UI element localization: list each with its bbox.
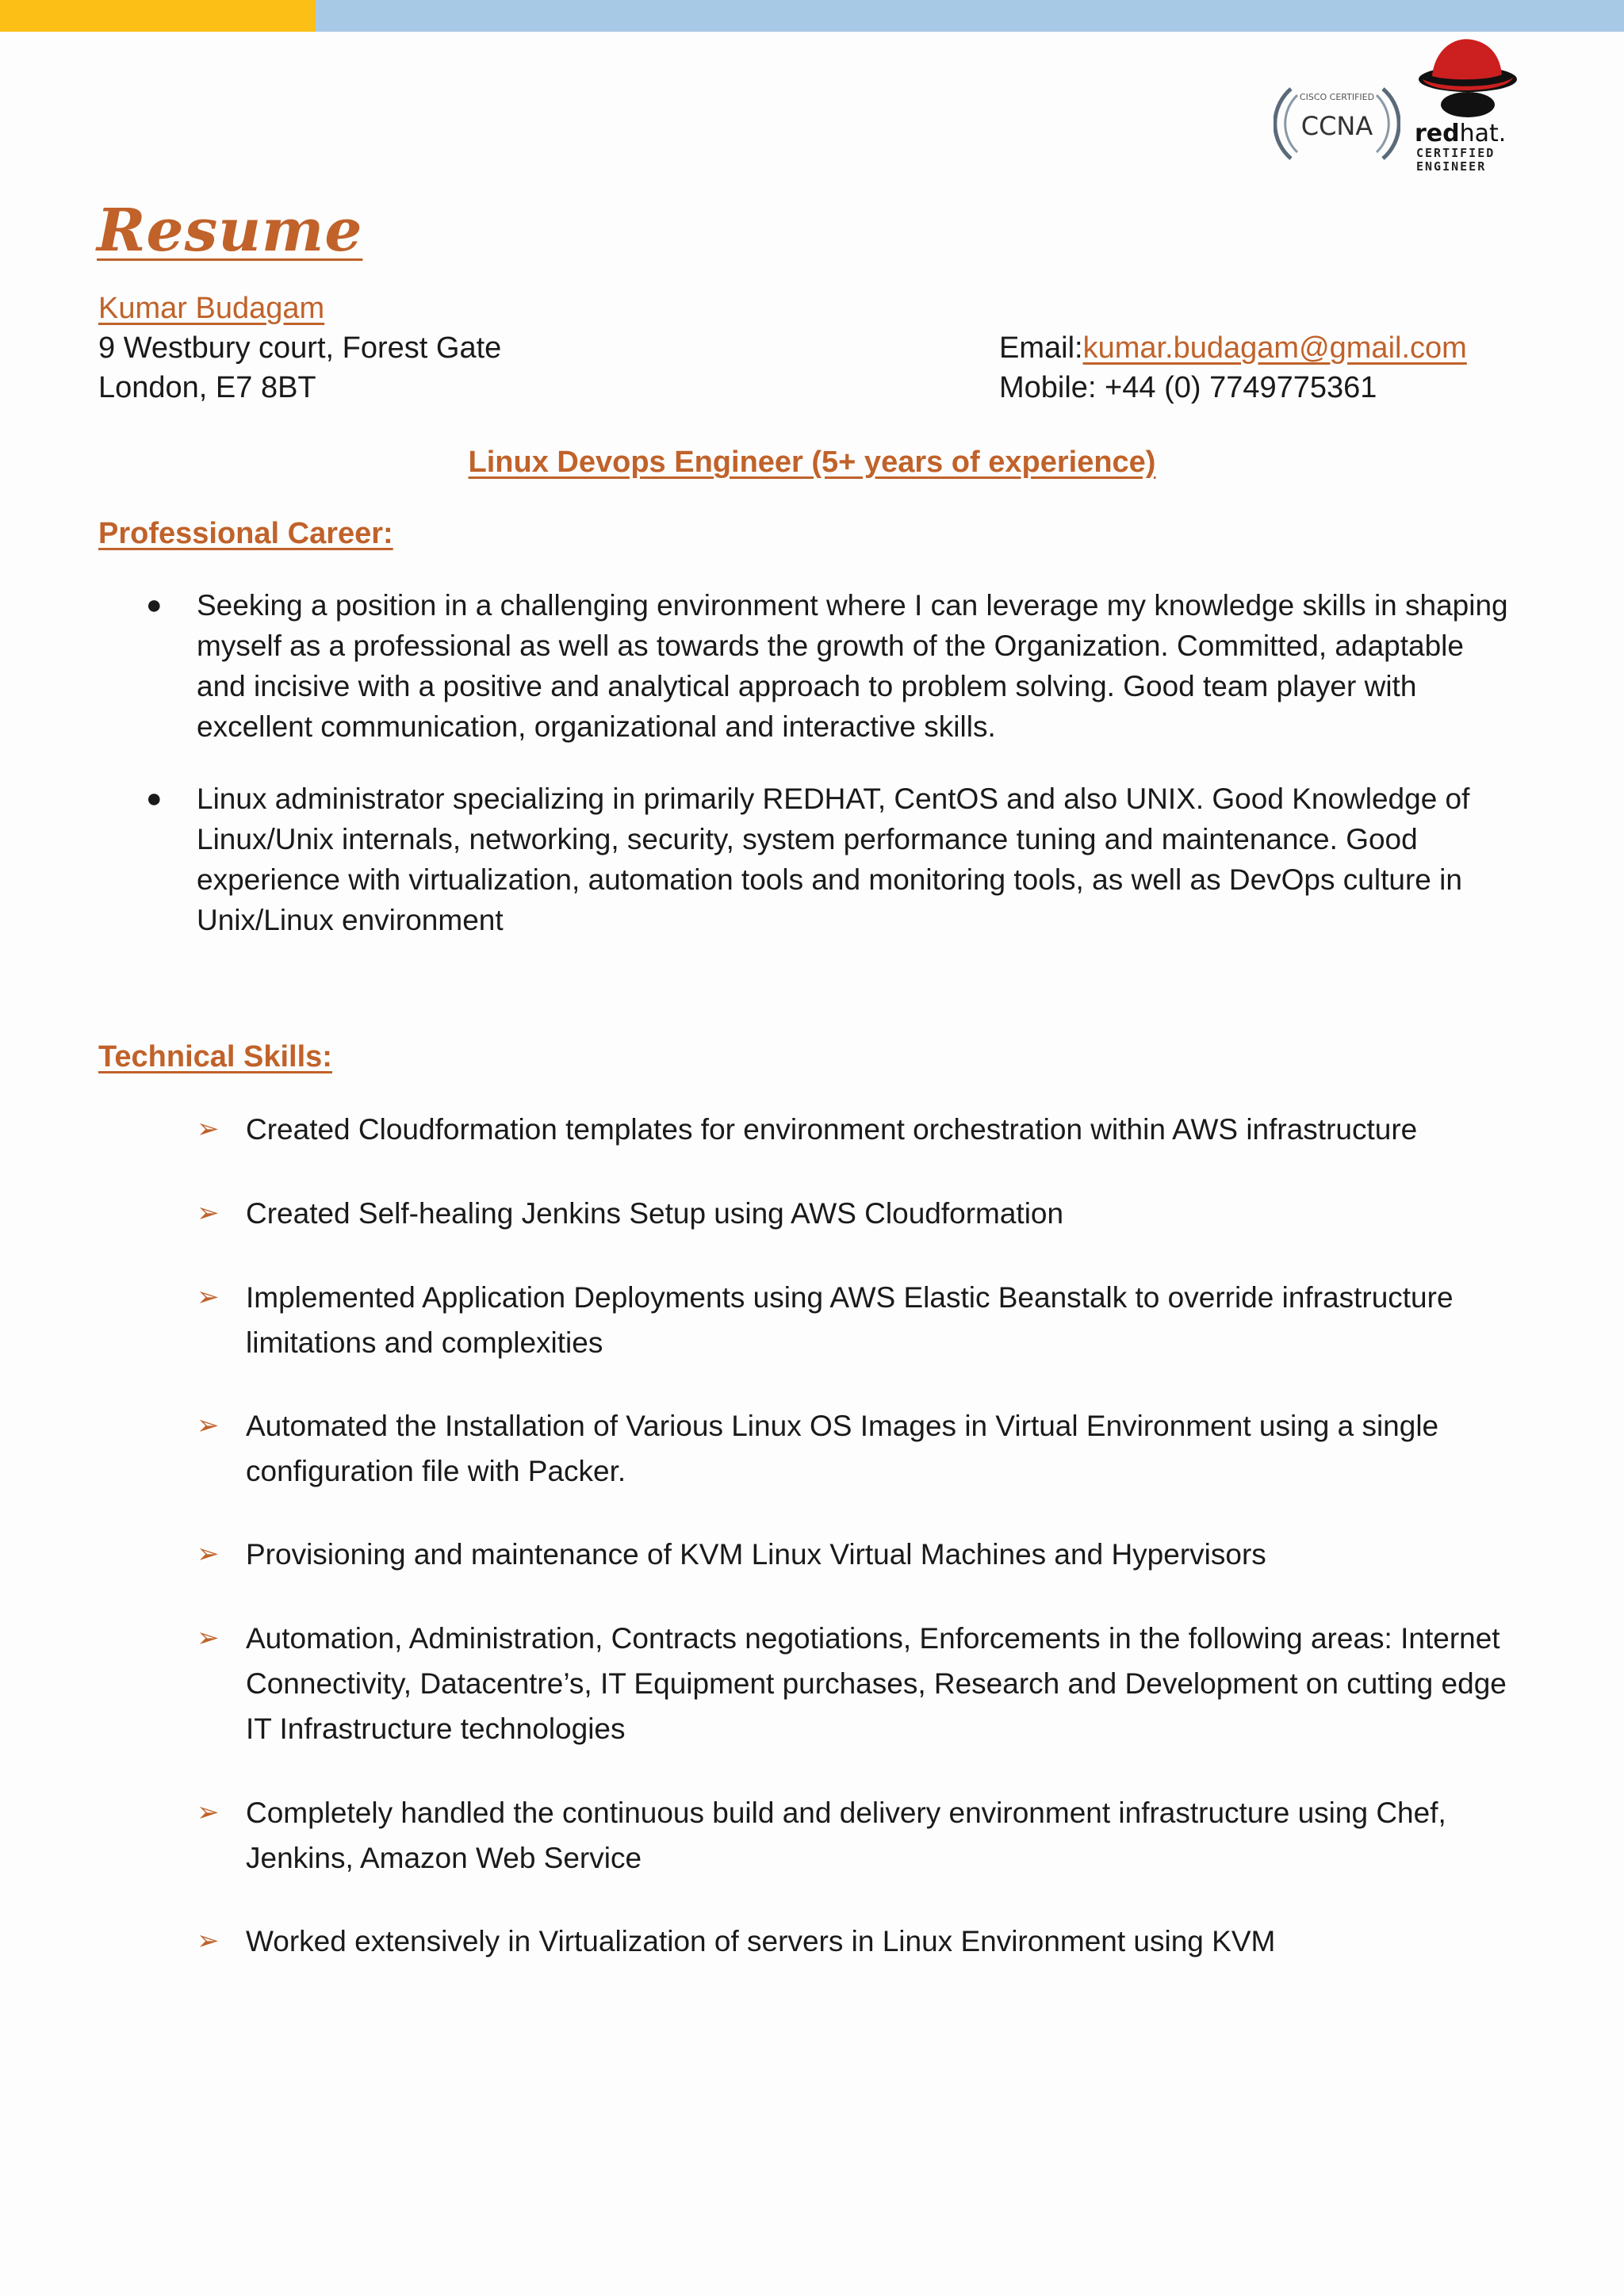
address-line-2: London, E7 8BT [98, 371, 316, 404]
bullet-dot: ● [146, 590, 163, 620]
mobile-number: Mobile: +44 (0) 7749775361 [999, 371, 1377, 404]
arrow-bullet-icon: ➢ [197, 1797, 220, 1827]
candidate-name[interactable]: Kumar Budagam [98, 292, 325, 325]
skill-text: Worked extensively in Virtualization of servers in Linux Environment using KVM [246, 1925, 1276, 1957]
career-bullet-1: Seeking a position in a challenging environment where I can leverage my knowledge skills in shaping myself as a professional as well as towards the growth of the Organization. Committed, adaptable and incisive with a positive and analytical approach to problem solving. Good team player with excellent communication, organizational and interactive skills. [197, 589, 1508, 743]
top-bar-gold-segment [0, 0, 316, 32]
skill-text: Created Self-healing Jenkins Setup using AWS Cloudformation [246, 1197, 1064, 1230]
career-bullet-2: Linux administrator specializing in primarily REDHAT, CentOS and also UNIX. Good Knowledge of Linux/Unix internals, networking, security, system performance tuning and maintenance. Good experience with virtualization, automation tools and monitoring tools, as well as DevOps culture in Unix/Linux environment [197, 783, 1470, 936]
skill-text: Provisioning and maintenance of KVM Linux Virtual Machines and Hypervisors [246, 1538, 1266, 1571]
arrow-bullet-icon: ➢ [197, 1198, 220, 1228]
email-link[interactable]: kumar.budagam@gmail.com [1082, 331, 1467, 365]
svg-text:CISCO CERTIFIED: CISCO CERTIFIED [1299, 92, 1375, 102]
headline: Linux Devops Engineer (5+ years of experience) [468, 446, 1156, 479]
svg-text:CCNA: CCNA [1300, 111, 1373, 141]
skill-text: Automation, Administration, Contracts negotiations, Enforcements in the following areas: Internet Connectivity, Datacentre’s, IT Equipment purchases, Research and Development on cutting edge IT Infrastructure technologies [246, 1622, 1507, 1745]
skill-text: Automated the Installation of Various Linux OS Images in Virtual Environment using a single configuration file with Packer. [246, 1410, 1439, 1487]
email-label: Email: [999, 331, 1083, 365]
skill-text: Created Cloudformation templates for environment orchestration within AWS infrastructure [246, 1113, 1418, 1146]
redhat-certified-engineer-logo [1408, 30, 1527, 173]
arrow-bullet-icon: ➢ [197, 1926, 220, 1956]
bullet-dot: ● [146, 783, 163, 813]
svg-text:CERTIFIED: CERTIFIED [1416, 146, 1496, 160]
arrow-bullet-icon: ➢ [197, 1623, 220, 1653]
skill-text: Implemented Application Deployments using AWS Elastic Beanstalk to override infrastructure limitations and complexities [246, 1281, 1454, 1359]
arrow-bullet-icon: ➢ [197, 1282, 220, 1312]
skill-text: Completely handled the continuous build and delivery environment infrastructure using Chef, Jenkins, Amazon Web Service [246, 1797, 1446, 1874]
resume-title: Resume [97, 197, 363, 265]
top-color-bar [0, 0, 1624, 32]
address-line-1: 9 Westbury court, Forest Gate [98, 331, 502, 365]
professional-career-heading: Professional Career: [98, 517, 393, 550]
arrow-bullet-icon: ➢ [197, 1410, 220, 1441]
ccna-logo [1274, 73, 1400, 174]
top-bar-blue-segment [316, 0, 1624, 32]
svg-text:redhat.: redhat. [1415, 120, 1507, 147]
certification-logos [1274, 30, 1527, 173]
arrow-bullet-icon: ➢ [197, 1539, 220, 1569]
arrow-bullet-icon: ➢ [197, 1114, 220, 1144]
email-row [999, 328, 1467, 368]
svg-text:ENGINEER: ENGINEER [1416, 159, 1487, 173]
technical-skills-heading: Technical Skills: [98, 1040, 332, 1073]
